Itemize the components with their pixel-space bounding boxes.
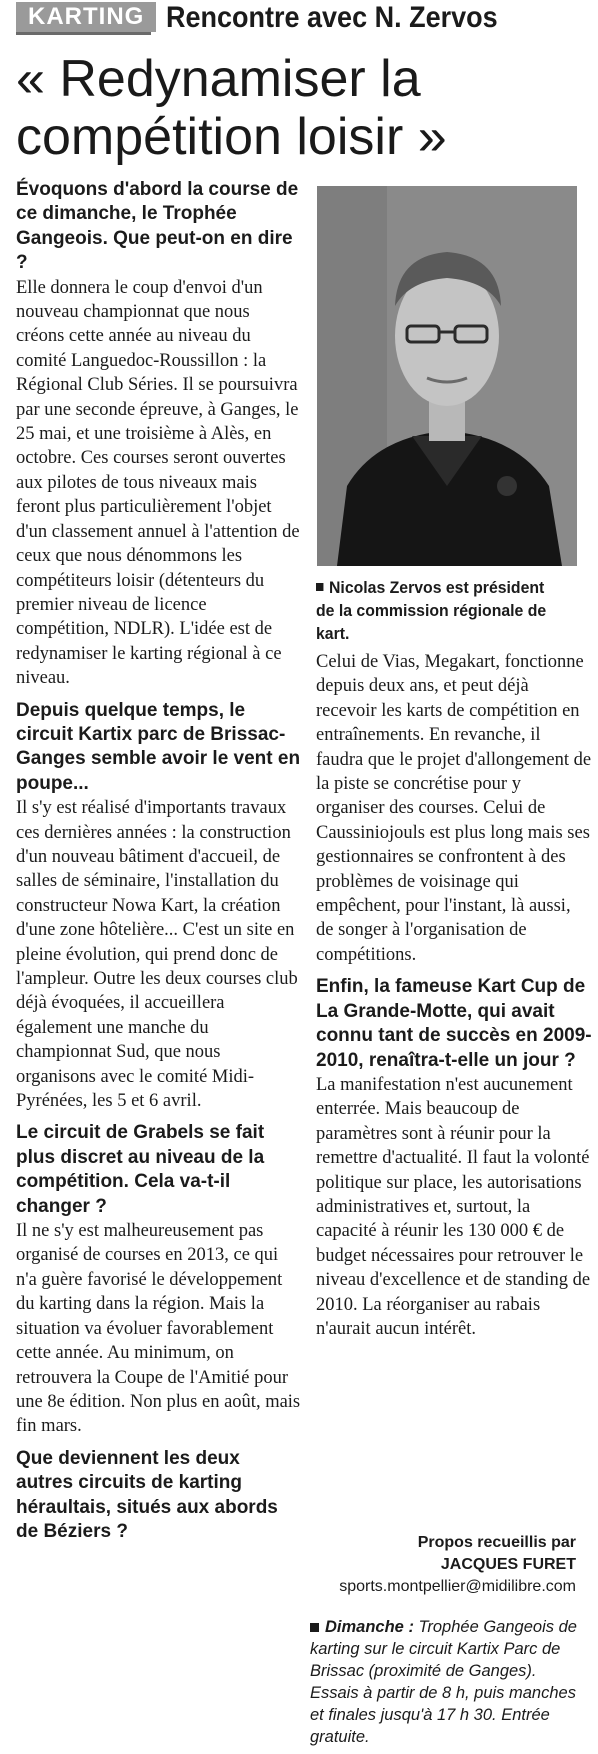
- question-4: Que deviennent les deux autres circuits de karting héraultais, situés aux abords de Béziers ?: [16, 1447, 278, 1542]
- question-5: Enfin, la fameuse Kart Cup de La Grande-Motte, qui avait connu tant de succès en 2009-2010, renaîtra-t-elle un jour ?: [316, 976, 592, 1071]
- question-2: Depuis quelque temps, le circuit Kartix parc de Brissac-Ganges semble avoir le vent en poupe...: [16, 699, 301, 794]
- info-text: Trophée Gangeois de karting sur le circuit Kartix Parc de Brissac (proximité de Ganges). Essais à partir de 8 h, puis manches et finales jusqu'à 17 h 30. Entrée gratuite.: [310, 1618, 577, 1746]
- question-1: Évoquons d'abord la course de ce dimanche, le Trophée Gangeois. Que peut-on en dire ?: [16, 179, 299, 274]
- event-info-box: [310, 1616, 580, 1748]
- caption-bullet-icon: [316, 583, 323, 591]
- portrait-illustration: [317, 186, 577, 566]
- left-column: [16, 178, 302, 1544]
- info-bullet-icon: [310, 1623, 319, 1632]
- rubric-underline: [16, 32, 151, 35]
- right-column: [316, 650, 592, 1349]
- answer-2: Il s'y est réalisé d'importants travaux ces dernières années : la construction d'un nouveau bâtiment d'accueil, de salles de séminaire, l'installation du constructeur Nowa Kart, la création d'une zone hôtelière... C'est un site en pleine évolution, qui prend donc de l'ampleur. Outre les deux courses club déjà évoquées, il accueillera également une manche du championnat Sud, que nous organisons avec le comité Midi-Pyrénées, les 5 et 6 avril.: [16, 798, 298, 1112]
- answer-3: Il ne s'y est malheureusement pas organisé de courses en 2013, ce qui n'a guère favorisé le développement du karting dans la région. Mais la situation va évoluer favorablement cette année. Au minimum, on retrouvera la Coupe de l'Amitié pour une 8e édition. Non plus en août, mais fin mars.: [16, 1221, 301, 1437]
- byline-email: sports.montpellier@midilibre.com: [339, 1578, 576, 1595]
- answer-5: La manifestation n'est aucunement enterrée. Mais beaucoup de paramètres sont à réunir pour la remettre d'actualité. Il faut la volonté politique sur place, les autorisations administratives et, surtout, la capacité à réunir les 130 000 € de budget nécessaires pour retrouver le niveau d'excellence et de standing de 2010. La réorganiser au rabais n'aurait aucun intérêt.: [316, 1074, 591, 1339]
- article-kicker: Rencontre avec N. Zervos: [166, 1, 498, 34]
- headline-line-1: « Redynamiser la: [16, 50, 421, 108]
- question-3: Le circuit de Grabels se fait plus discret au niveau de la compétition. Cela va-t-il changer ?: [16, 1122, 265, 1217]
- article-headline: [16, 50, 576, 166]
- info-label: Dimanche :: [325, 1618, 414, 1636]
- byline: [316, 1532, 576, 1598]
- answer-1: Elle donnera le coup d'envoi d'un nouveau championnat que nous créons cette année au niveau du comité Languedoc-Roussillon : la Régional Club Séries. Il se poursuivra par une seconde épreuve, à Ganges, le 25 mai, et une troisième à Alès, en octobre. Ces courses seront ouvertes aux pilotes de tous niveaux mais feront plus particulièrement l'objet d'un classement annuel à l'attention de ceux que nous dénommons les compétiteurs loisir (détenteurs du premier niveau de licence compétition, NDLR). L'idée est de redynamiser le karting régional à ce niveau.: [16, 277, 300, 689]
- answer-4: Celui de Vias, Megakart, fonctionne depuis deux ans, et peut déjà recevoir les karts de compétition en entraînements. En revanche, il faudra que le projet d'allongement de la piste se concrétise pour y organiser des courses. Celui de Caussiniojouls est plus long mais ses gestionnaires se confrontent à des problèmes de voisinage qui empêchent, pour l'instant, là aussi, de songer à l'organisation de compétitions.: [316, 652, 592, 965]
- section-rubric: KARTING: [16, 2, 156, 32]
- portrait-photo: [317, 186, 577, 566]
- byline-intro: Propos recueillis par: [417, 1534, 576, 1551]
- headline-line-2: compétition loisir »: [16, 108, 447, 166]
- article-header: [16, 2, 586, 46]
- caption-text: Nicolas Zervos est président de la commission régionale de kart.: [316, 578, 547, 643]
- byline-author: JACQUES FURET: [440, 1556, 576, 1573]
- photo-caption: [316, 576, 567, 645]
